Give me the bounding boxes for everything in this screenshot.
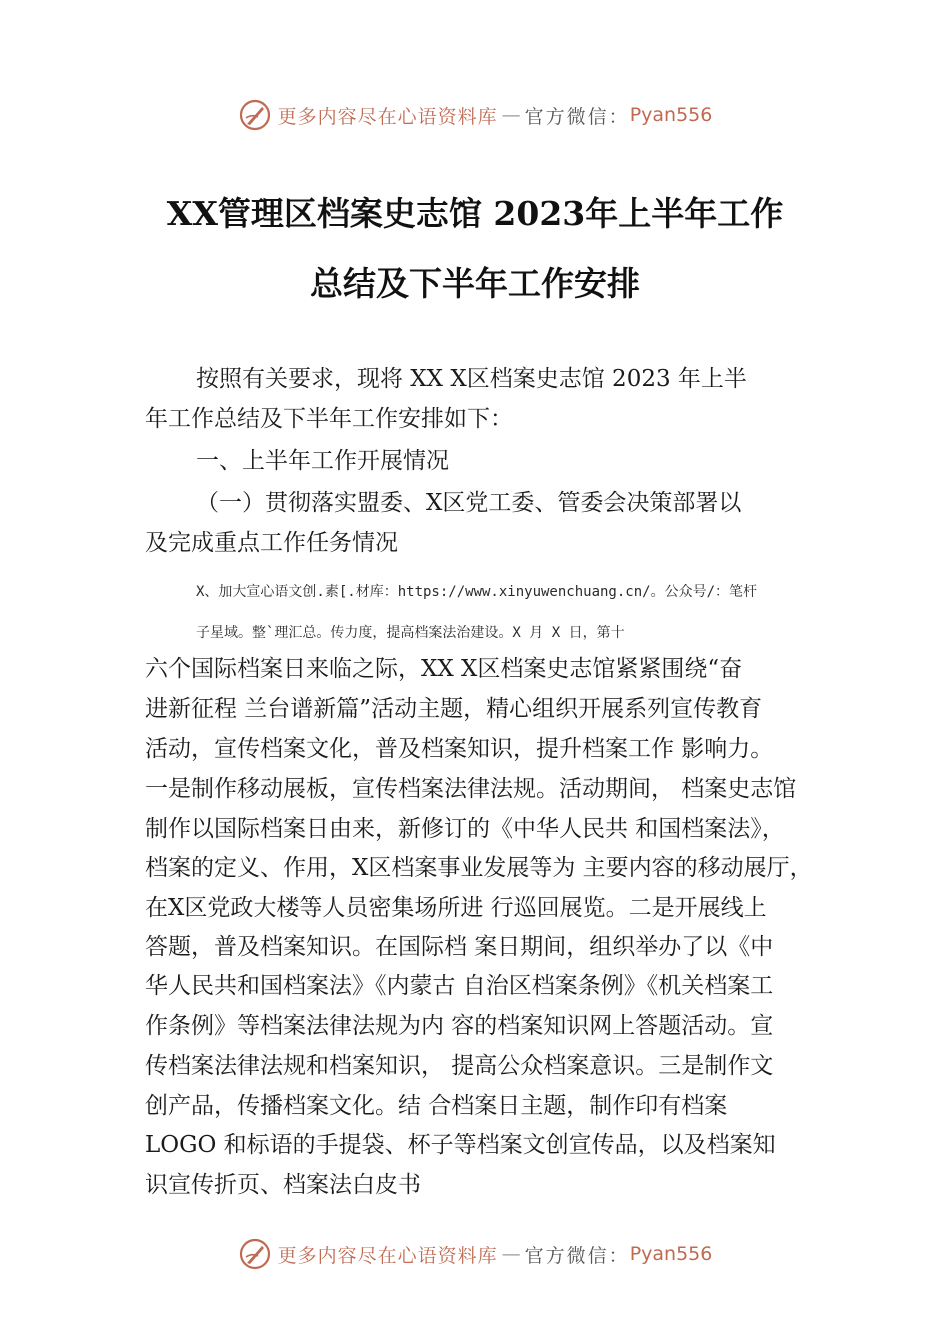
banner-wechat-id: Pyan556 — [629, 104, 713, 126]
paragraph-line-9: 华人民共和国档案法》《内蒙古 自治区档案条例》《机关档案工 — [145, 973, 774, 999]
intro-line-2: 年工作总结及下半年工作安排如下： — [145, 406, 513, 432]
document-title-line-1: XX管理区档案史志馆 2023年上半年工作 — [166, 194, 784, 233]
banner-wechat-id: Pyan556 — [629, 1243, 713, 1265]
banner-wechat-label: 官方微信： — [524, 105, 630, 128]
paragraph-line-11: 传档案法律法规和档案知识， 提高公众档案意识。三是制作文 — [145, 1053, 774, 1079]
note-line-2: 子星域。整`理汇总。传力度，提高档案法治建设。X 月 X 日，第十 — [196, 625, 625, 641]
subheading-line-2: 及完成重点工作任务情况 — [145, 530, 398, 556]
header-banner — [0, 95, 950, 135]
paragraph-line-6: 档案的定义、作用，X区档案事业发展等为 主要内容的移动展厅， — [145, 855, 813, 881]
paragraph-line-5: 制作以国际档案日由来，新修订的《中华人民共 和国档案法》， — [145, 816, 785, 842]
footer-banner — [0, 1234, 950, 1274]
banner-separator: — — [501, 1243, 521, 1265]
section-heading-1: 一、上半年工作开展情况 — [196, 448, 449, 474]
paragraph-line-2: 进新征程 兰台谱新篇”活动主题，精心组织开展系列宣传教育 — [145, 696, 763, 722]
banner-main-text: 更多内容尽在心语资料库 — [277, 105, 498, 128]
paragraph-line-13: LOGO 和标语的手提袋、杯子等档案文创宣传品，以及档案知 — [145, 1132, 776, 1158]
banner-main-text: 更多内容尽在心语资料库 — [277, 1244, 498, 1267]
paragraph-line-3: 活动，宣传档案文化，普及档案知识，提升档案工作 影响力。 — [145, 736, 774, 762]
banner-separator: — — [501, 104, 521, 126]
quill-circle-logo-icon — [238, 98, 272, 132]
intro-line-1: 按照有关要求，现将 XX X区档案史志馆 2023 年上半 — [196, 366, 747, 392]
banner-wechat-label: 官方微信： — [524, 1244, 630, 1267]
subheading-line-1: （一）贯彻落实盟委、X区党工委、管委会决策部署以 — [196, 490, 742, 516]
note-line-1: X、加大宣心语文创.素[.材库：https://www.xinyuwenchuang.cn/。公众号/：笔杆 — [196, 584, 758, 600]
paragraph-line-12: 创产品，传播档案文化。结 合档案日主题，制作印有档案 — [145, 1093, 728, 1119]
paragraph-line-8: 答题，普及档案知识。在国际档 案日期间，组织举办了以《中 — [145, 934, 774, 960]
paragraph-line-14: 识宣传折页、档案法白皮书 — [145, 1172, 421, 1198]
document-title-line-2: 总结及下半年工作安排 — [310, 264, 640, 303]
paragraph-line-4: 一是制作移动展板，宣传档案法律法规。活动期间， 档案史志馆 — [145, 776, 797, 802]
paragraph-line-10: 作条例》等档案法律法规为内 容的档案知识网上答题活动。宣 — [145, 1013, 774, 1039]
paragraph-line-7: 在X区党政大楼等人员密集场所进 行巡回展览。二是开展线上 — [145, 895, 767, 921]
quill-circle-logo-icon — [238, 1237, 272, 1271]
paragraph-line-1: 六个国际档案日来临之际，XX X区档案史志馆紧紧围绕“奋 — [145, 656, 743, 682]
